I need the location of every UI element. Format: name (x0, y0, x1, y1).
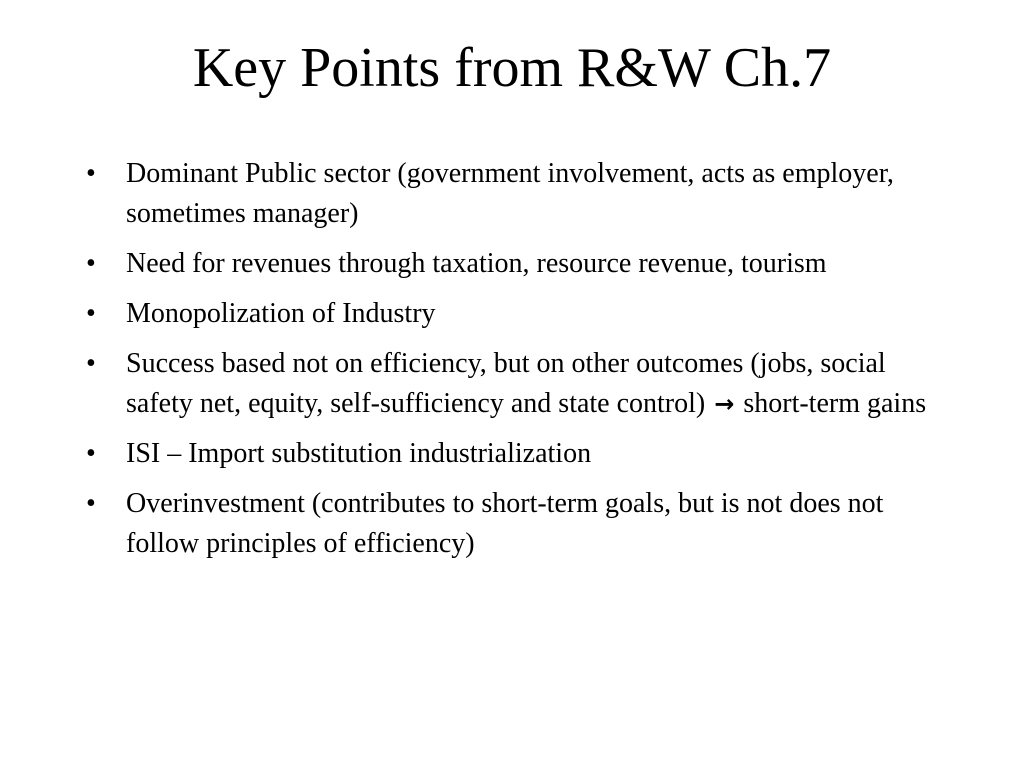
bullet-item (0, 484, 1024, 564)
bullet-text: Overinvestment (contributes to short-term goals, but is not does not follow principles of efficiency) (126, 488, 884, 559)
bullet-text: Need for revenues through taxation, resource revenue, tourism (126, 248, 827, 279)
slide-title: Key Points from R&W Ch.7 (192, 37, 832, 99)
bullet-text: Monopolization of Industry (126, 298, 436, 329)
bullet-text-before-arrow: Success based not on efficiency, but on other outcomes (jobs, social safety net, equity, self-sufficiency and state control) (126, 348, 886, 419)
bullet-item (0, 344, 1024, 424)
right-arrow-icon: → (714, 390, 735, 418)
bullet-item (0, 434, 1024, 474)
bullet-dot-icon: • (86, 348, 96, 379)
bullet-item (0, 294, 1024, 334)
bullet-list (0, 154, 1024, 574)
bullet-dot-icon: • (86, 438, 96, 469)
bullet-text: Dominant Public sector (government involvement, acts as employer, sometimes manager) (126, 158, 894, 229)
bullet-item (0, 244, 1024, 284)
bullet-item (0, 154, 1024, 234)
bullet-text: ISI – Import substitution industrialization (126, 438, 592, 469)
bullet-dot-icon: • (86, 488, 96, 519)
bullet-dot-icon: • (86, 298, 96, 329)
bullet-dot-icon: • (86, 248, 96, 279)
bullet-text-after-arrow: short-term gains (743, 388, 927, 419)
bullet-dot-icon: • (86, 158, 96, 189)
